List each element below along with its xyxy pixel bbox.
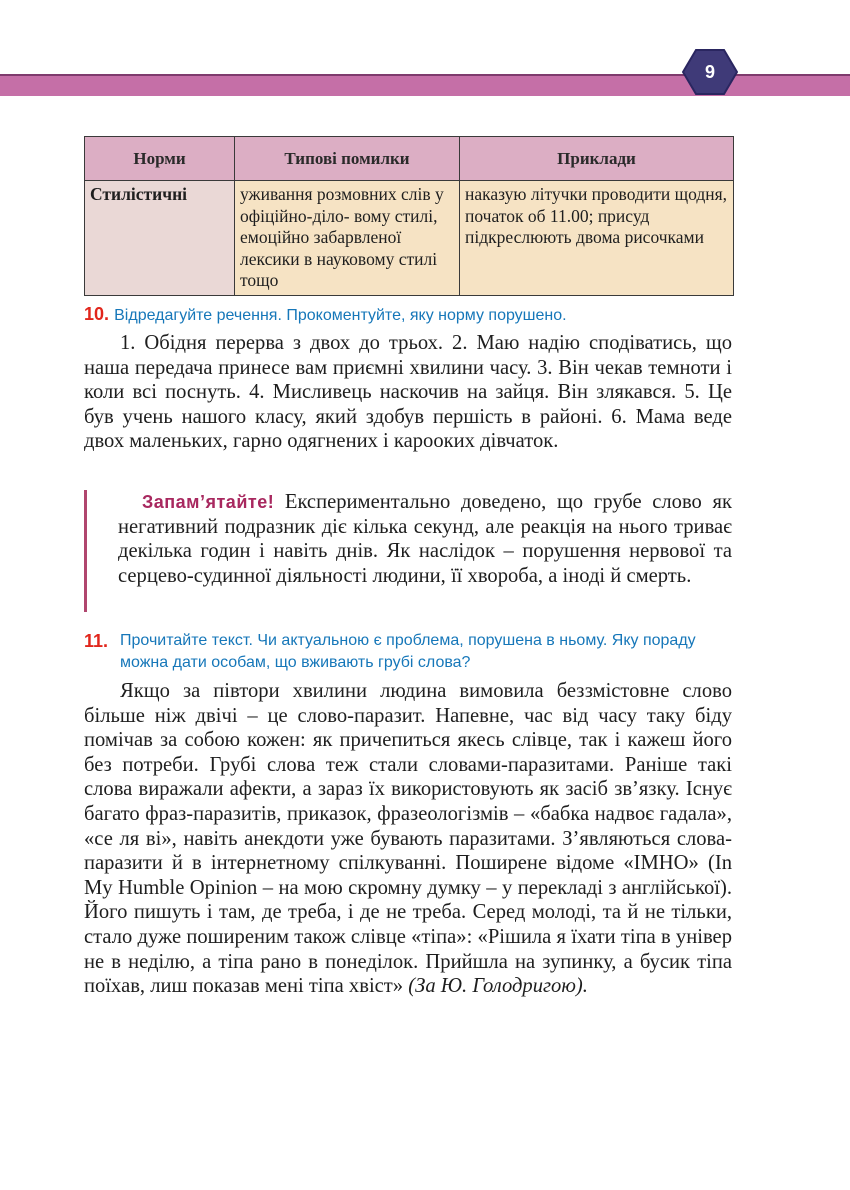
norm-cell: Стилістичні [85, 181, 235, 296]
task-10 [84, 303, 732, 327]
examples-cell: наказую літучки проводити щодня, початок об 11.00; присуд підкреслюють двома рисочками [460, 181, 734, 296]
header-norms: Норми [85, 137, 235, 181]
header-examples: Приклади [460, 137, 734, 181]
table-row [85, 181, 734, 296]
source-citation: (За Ю. Голодригою). [408, 975, 588, 998]
task-instruction: Відредагуйте речення. Прокоментуйте, яку норму порушено. [114, 307, 567, 324]
page-number-badge [682, 48, 738, 96]
errors-cell: уживання розмовних слів у офіційно-діло- вому стилі, емоційно забарвленої лексики в науковому стилі тощо [235, 181, 460, 296]
memo-label: Запам’ятайте! [142, 492, 275, 512]
memo-text: Експериментально доведено, що грубе слово як негативний подразник діє кілька секунд, але реакція на нього триває декілька годин і навіть днів. Як наслідок – порушення нервової та серцево-судинної діяльності людини, її хвороба, а іноді й смерть. [118, 491, 732, 587]
main-text: Якщо за півтори хвилини людина вимовила беззмістовне слово більше ніж двічі – це слово-паразит. Напевне, час від часу таку біду помічав за собою кожен: як причепиться якесь слівце, так і кажеш його без потреби. Грубі слова теж стали словами-паразитами. Раніше такі слова виражали афекти, а зараз їх використовують як засіб зв’язку. Існує багато фраз-паразитів, приказок, фразеологізмів – «бабка надвоє гадала», «се ля ві», навіть анекдоти уже бувають паразитами. З’являються слова-паразити й в інтернетному спілкуванні. Поширене відоме «ІМНО» (In My Humble Opinion – на мою скромну думку – у перекладі з англійської). Його пишуть і там, де треба, і де не треба. Серед молоді, та й не тільки, стало дуже поширеним також слівце «тіпа»: «Рішила я їхати тіпа в універ не в неділю, а тіпа рано в понеділок. Прийшла на зупинку, а бусик тіпа поїхав, лиш показав мені тіпа хвіст» [84, 680, 732, 998]
page-number: 9 [704, 62, 715, 82]
task-11-text [84, 679, 732, 999]
task-number: 10. [84, 304, 110, 324]
header-errors: Типові помилки [235, 137, 460, 181]
norms-table [84, 136, 734, 296]
task-10-sentences: 1. Обідня перерва з двох до трьох. 2. Маю надію сподіватись, що наша передача принесе вам приємні хвилини часу. 3. Він чекав темноти і коли всі поснуть. 4. Мисливець наскочив на зайця. Він злякався. 5. Це був учень нашого класу, який здобув першість в районі. 6. Мама веде двох маленьких, гарно одягнених і карооких дівчаток. [84, 332, 732, 453]
task-number: 11. [84, 631, 109, 651]
memo-paragraph [118, 490, 732, 588]
table-header-row [85, 137, 734, 181]
memo-accent-bar [84, 490, 87, 612]
task-11 [84, 630, 732, 674]
task-instruction: Прочитайте текст. Чи актуальною є проблема, порушена в ньому. Яку пораду можна дати особам, що вживають грубі слова? [120, 632, 696, 671]
